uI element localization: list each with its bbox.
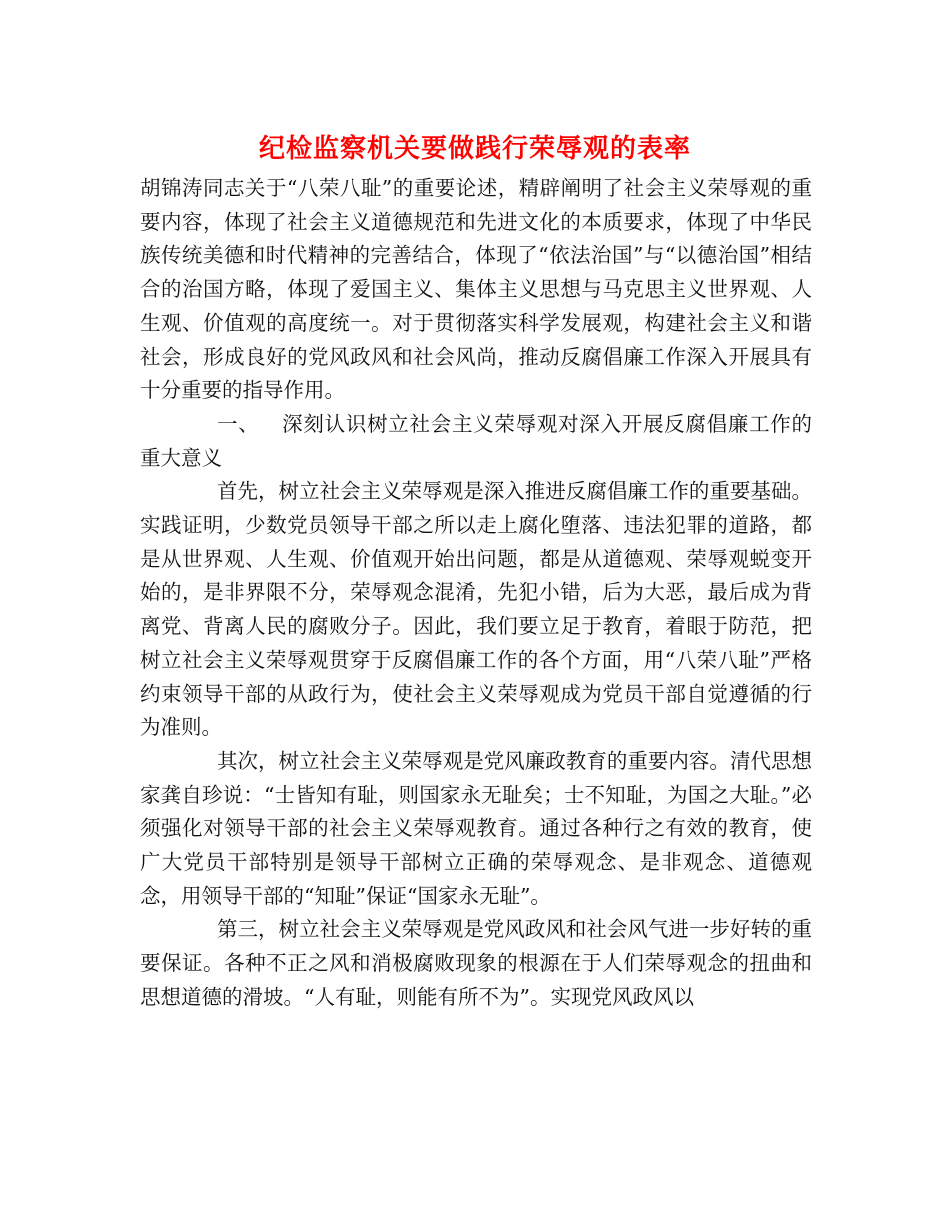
section-heading-number: 一、 <box>217 411 260 436</box>
document-body <box>140 172 812 1015</box>
document-title: 纪检监察机关要做践行荣辱观的表率 <box>258 134 691 164</box>
section-paragraph-third: 第三，树立社会主义荣辱观是党风政风和社会风气进一步好转的重要保证。各种不正之风和消极腐败现象的根源在于人们荣辱观念的扭曲和思想道德的滑坡。“人有耻，则能有所不为”。实现党风政风以 <box>140 917 812 1009</box>
intro-paragraph: 胡锦涛同志关于“八荣八耻”的重要论述，精辟阐明了社会主义荣辱观的重要内容，体现了社会主义道德规范和先进文化的本质要求，体现了中华民族传统美德和时代精神的完善结合，体现了“依法治国”与“以德治国”相结合的治国方略，体现了爱国主义、集体主义思想与马克思主义世界观、人生观、价值观的高度统一。对于贯彻落实科学发展观，构建社会主义和谐社会，形成良好的党风政风和社会风尚，推动反腐倡廉工作深入开展具有十分重要的指导作用。 <box>140 176 812 403</box>
section-heading <box>140 408 812 475</box>
section-heading-text: 深刻认识树立社会主义荣辱观对深入开展反腐倡廉工作的重大意义 <box>140 411 813 470</box>
section-paragraph-second: 其次，树立社会主义荣辱观是党风廉政教育的重要内容。清代思想家龚自珍说：“士皆知有耻，则国家永无耻矣；士不知耻，为国之大耻。”必须强化对领导干部的社会主义荣辱观教育。通过各种行之有效的教育，使广大党员干部特别是领导干部树立正确的荣辱观念、是非观念、道德观念，用领导干部的“知耻”保证“国家永无耻”。 <box>140 748 812 908</box>
section-paragraph-first: 首先，树立社会主义荣辱观是深入推进反腐倡廉工作的重要基础。实践证明，少数党员领导干部之所以走上腐化堕落、违法犯罪的道路，都是从世界观、人生观、价值观开始出问题，都是从道德观、荣辱观蜕变开始的，是非界限不分，荣辱观念混淆，先犯小错，后为大恶，最后成为背离党、背离人民的腐败分子。因此，我们要立足于教育，着眼于防范，把树立社会主义荣辱观贯穿于反腐倡廉工作的各个方面，用“八荣八耻”严格约束领导干部的从政行为，使社会主义荣辱观成为党员干部自觉遵循的行为准则。 <box>140 479 812 740</box>
